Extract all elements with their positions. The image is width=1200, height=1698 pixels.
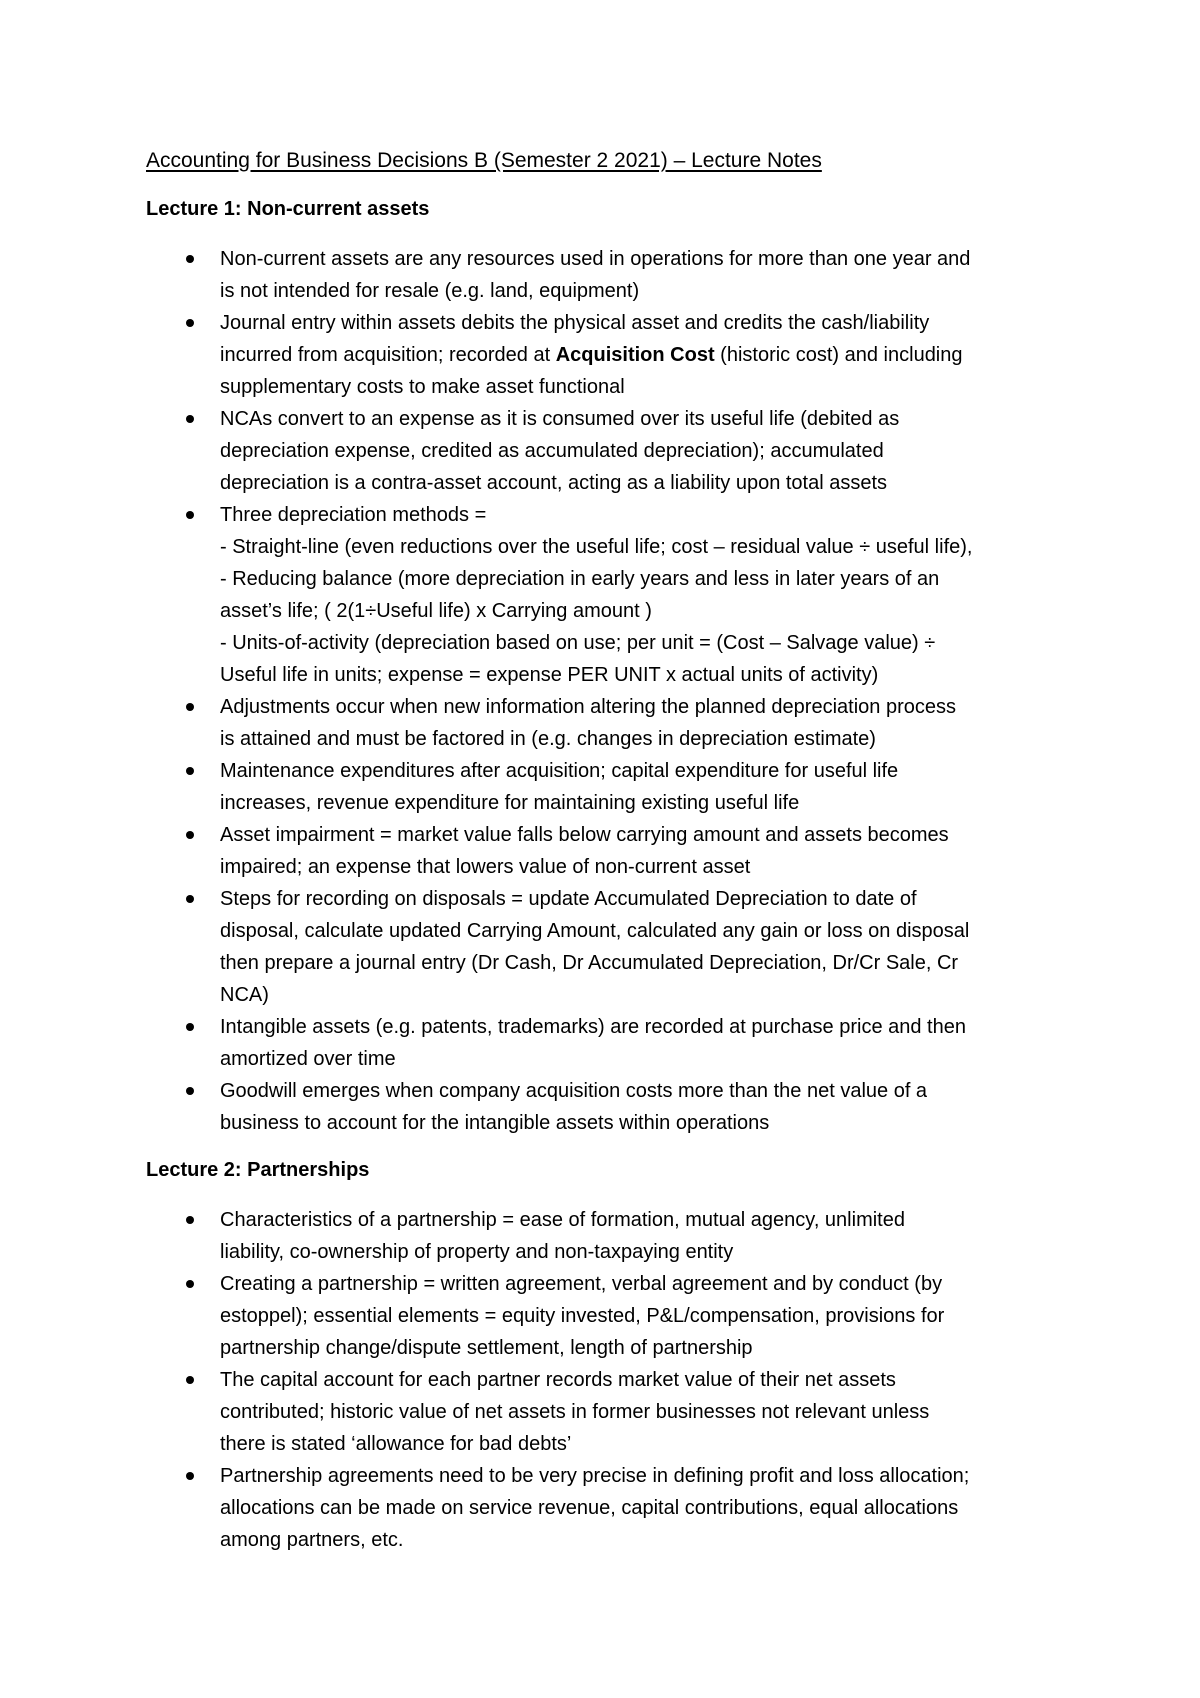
bullet-icon <box>186 415 194 423</box>
bullet-icon <box>186 1216 194 1224</box>
bullet-text-line: Non-current assets are any resources used in operations for more than one year and <box>220 248 971 270</box>
bullet-icon <box>186 831 194 839</box>
bullet-text-line <box>220 339 1076 371</box>
bullet-text-line: allocations can be made on service revenue, capital contributions, equal allocations <box>220 1497 959 1519</box>
bullet-text-line: impaired; an expense that lowers value of non-current asset <box>220 856 751 878</box>
bullet-text-line: - Straight-line (even reductions over the useful life; cost – residual value ÷ useful life), <box>220 536 973 558</box>
list-item <box>146 499 1076 691</box>
bullet-text-line: disposal, calculate updated Carrying Amount, calculated any gain or loss on disposal <box>220 920 970 942</box>
bullet-text-line: Adjustments occur when new information altering the planned depreciation process <box>220 696 956 718</box>
acquisition-cost-term: Acquisition Cost <box>555 344 715 366</box>
bullet-text-line: is not intended for resale (e.g. land, equipment) <box>220 280 640 302</box>
bullet-text-line: estoppel); essential elements = equity invested, P&L/compensation, provisions for <box>220 1305 945 1327</box>
list-item <box>146 883 1076 1011</box>
list-item <box>146 1364 1076 1460</box>
lecture-2-bullet-list <box>146 1204 1076 1556</box>
bullet-text-line: amortized over time <box>220 1048 396 1070</box>
bullet-icon <box>186 319 194 327</box>
list-item <box>146 307 1076 403</box>
bullet-text-line: among partners, etc. <box>220 1529 404 1551</box>
bullet-text-line: depreciation expense, credited as accumulated depreciation); accumulated <box>220 440 884 462</box>
bullet-text-line: contributed; historic value of net assets in former businesses not relevant unless <box>220 1401 930 1423</box>
bullet-text-line: Creating a partnership = written agreement, verbal agreement and by conduct (by <box>220 1273 943 1295</box>
bullet-icon <box>186 511 194 519</box>
text-segment: incurred from acquisition; recorded at <box>220 344 556 366</box>
lecture-1-bullet-list <box>146 243 1076 1139</box>
bullet-text-line: NCA) <box>220 984 269 1006</box>
list-item <box>146 1460 1076 1556</box>
bullet-text-line: Useful life in units; expense = expense PER UNIT x actual units of activity) <box>220 664 879 686</box>
list-item <box>146 1204 1076 1268</box>
bullet-text-line: business to account for the intangible assets within operations <box>220 1112 770 1134</box>
lecture-1-heading: Lecture 1: Non-current assets <box>146 198 430 220</box>
bullet-text-line: then prepare a journal entry (Dr Cash, Dr Accumulated Depreciation, Dr/Cr Sale, Cr <box>220 952 959 974</box>
bullet-icon <box>186 767 194 775</box>
list-item <box>146 1011 1076 1075</box>
bullet-text-line: Journal entry within assets debits the physical asset and credits the cash/liability <box>220 312 930 334</box>
bullet-text-line: Intangible assets (e.g. patents, trademarks) are recorded at purchase price and then <box>220 1016 966 1038</box>
list-item <box>146 1075 1076 1139</box>
bullet-text-line: liability, co-ownership of property and non-taxpaying entity <box>220 1241 734 1263</box>
document-title: Accounting for Business Decisions B (Semester 2 2021) – Lecture Notes <box>146 149 822 172</box>
bullet-text-line: is attained and must be factored in (e.g. changes in depreciation estimate) <box>220 728 876 750</box>
bullet-text-line: Maintenance expenditures after acquisition; capital expenditure for useful life <box>220 760 899 782</box>
list-item <box>146 243 1076 307</box>
text-segment: (historic cost) and including <box>714 344 963 366</box>
bullet-text-line: partnership change/dispute settlement, length of partnership <box>220 1337 753 1359</box>
bullet-text-line: - Reducing balance (more depreciation in early years and less in later years of an <box>220 568 940 590</box>
bullet-text-line: Partnership agreements need to be very precise in defining profit and loss allocation; <box>220 1465 970 1487</box>
bullet-text-line: depreciation is a contra-asset account, acting as a liability upon total assets <box>220 472 888 494</box>
bullet-icon <box>186 1280 194 1288</box>
bullet-text-line: there is stated ‘allowance for bad debts’ <box>220 1433 572 1455</box>
bullet-icon <box>186 255 194 263</box>
list-item <box>146 691 1076 755</box>
bullet-icon <box>186 1023 194 1031</box>
bullet-text-line: supplementary costs to make asset functional <box>220 376 625 398</box>
bullet-text-line: The capital account for each partner records market value of their net assets <box>220 1369 896 1391</box>
bullet-text-line: Asset impairment = market value falls below carrying amount and assets becomes <box>220 824 949 846</box>
lecture-2-heading: Lecture 2: Partnerships <box>146 1159 370 1181</box>
list-item <box>146 755 1076 819</box>
bullet-icon <box>186 1087 194 1095</box>
bullet-icon <box>186 1376 194 1384</box>
bullet-icon <box>186 703 194 711</box>
bullet-icon <box>186 1472 194 1480</box>
bullet-text-line: - Units-of-activity (depreciation based on use; per unit = (Cost – Salvage value) ÷ <box>220 632 936 654</box>
list-item <box>146 403 1076 499</box>
bullet-text-line: Goodwill emerges when company acquisition costs more than the net value of a <box>220 1080 928 1102</box>
bullet-text-line: asset’s life; ( 2(1÷Useful life) x Carrying amount ) <box>220 600 652 622</box>
list-item <box>146 1268 1076 1364</box>
bullet-text-line: Characteristics of a partnership = ease of formation, mutual agency, unlimited <box>220 1209 905 1231</box>
bullet-text-line: Steps for recording on disposals = update Accumulated Depreciation to date of <box>220 888 917 910</box>
bullet-text-line: increases, revenue expenditure for maintaining existing useful life <box>220 792 800 814</box>
bullet-text-line: Three depreciation methods = <box>220 504 487 526</box>
bullet-text-line: NCAs convert to an expense as it is consumed over its useful life (debited as <box>220 408 900 430</box>
bullet-icon <box>186 895 194 903</box>
list-item <box>146 819 1076 883</box>
